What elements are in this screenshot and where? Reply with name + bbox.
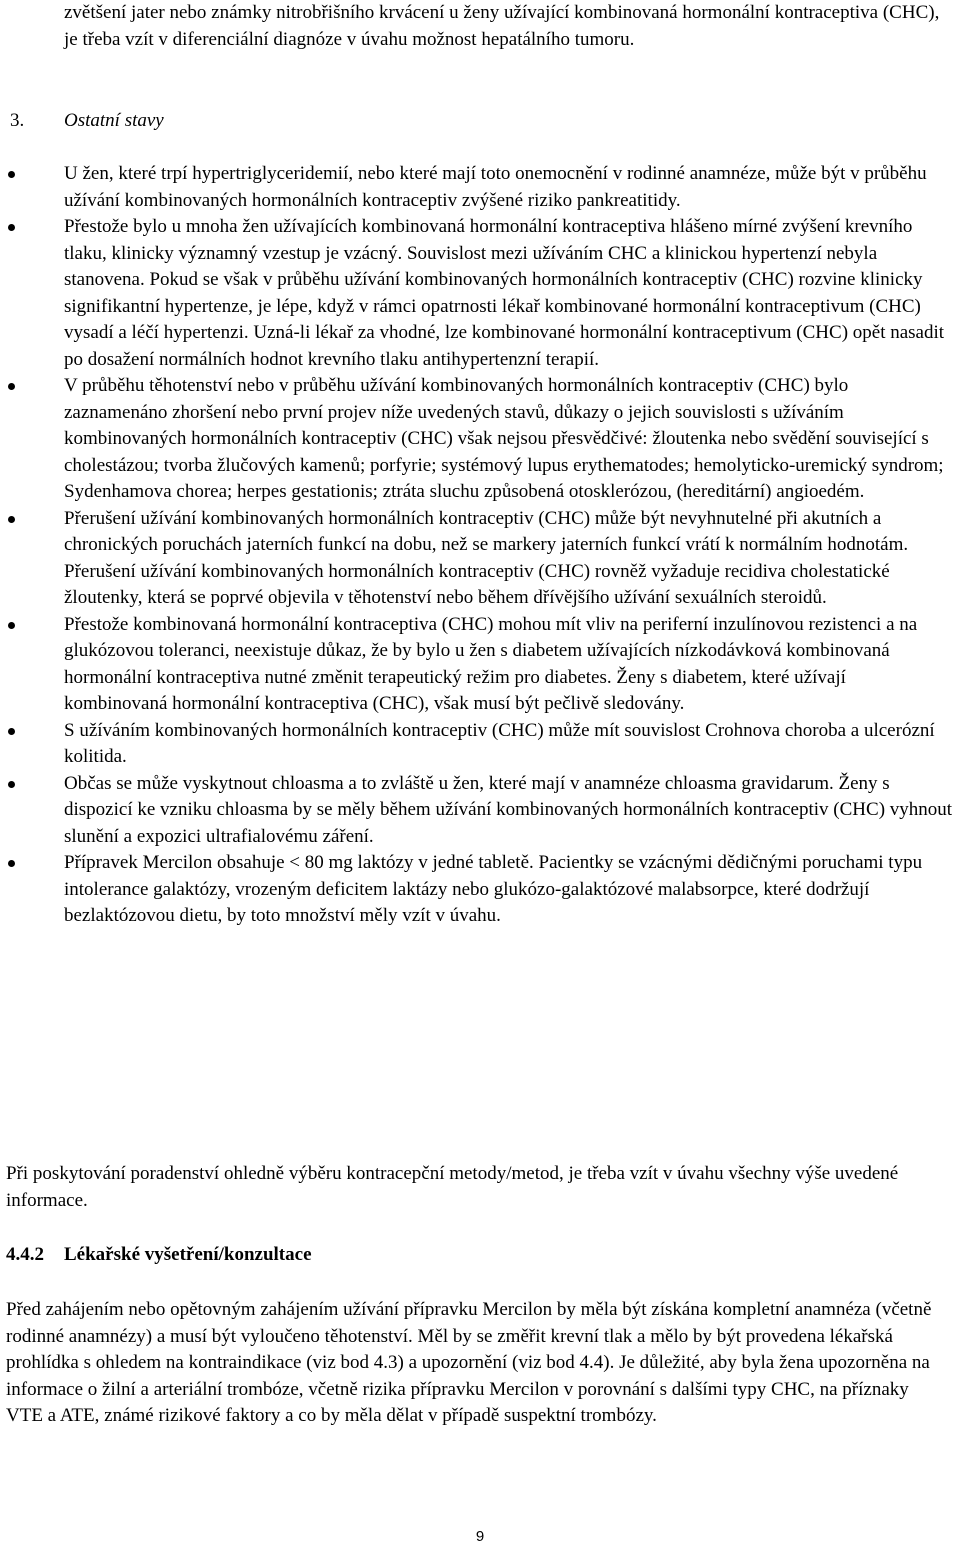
list-item — [0, 214, 960, 373]
subsection-heading — [6, 1242, 312, 1269]
list-item-text: Přestože bylo u mnoha žen užívajících kombinovaná hormonální kontraceptiva hlášeno mírné zvýšení krevního tlaku, klinicky významný vzestup je vzácný. Souvislost mezi užíváním CHC a klinickou hypertenzí nebyla stanovena. Pokud se však v průběhu užívání kombinovaných hormonálních kontraceptiv (CHC) rozvine klinicky signifikantní hypertenze, je lépe, když v rámci opatrnosti lékař kombinované hormonální kontraceptivum (CHC) vysadí a léčí hypertenzi. Uzná-li lékař za vhodné, lze kombinované hormonální kontraceptivum (CHC) opět nasadit po dosažení normálních hodnot krevního tlaku antihypertenzní terapií. — [64, 216, 945, 370]
section-heading — [10, 108, 164, 135]
intro-paragraph: zvětšení jater nebo známky nitrobřišního krvácení u ženy užívající kombinovaná hormonální kontraceptiva (CHC), je třeba vzít v diferenciální diagnóze v úvahu možnost hepatálního tumoru. — [64, 2, 940, 50]
bullet-icon — [8, 224, 15, 231]
bullet-icon — [8, 728, 15, 735]
advice-paragraph: Při poskytování poradenství ohledně výběru kontracepční metody/metod, je třeba vzít v úvahu všechny výše uvedené informace. — [6, 1163, 899, 1211]
section-number: 3. — [10, 110, 25, 131]
bullet-icon — [8, 860, 15, 867]
list-item-text: U žen, které trpí hypertriglyceridemií, nebo které mají toto onemocnění v rodinné anamnéze, může být v průběhu užívání kombinovaných hormonálních kontraceptiv zvýšené riziko pankreatitidy. — [64, 163, 927, 211]
page-number: 9 — [475, 1528, 485, 1545]
list-item — [0, 612, 960, 718]
list-item-text: V průběhu těhotenství nebo v průběhu užívání kombinovaných hormonálních kontraceptiv (CHC) bylo zaznamenáno zhoršení nebo první projev níže uvedených stavů, důkazy o jejich souvislosti s užíváním kombinovaných hormonálních kontraceptiv (CHC) však nejsou přesvědčivé: žloutenka nebo svědění související s cholestázou; tvorba žlučových kamenů; porfyrie; systémový lupus erythematodes; hemolyticko-uremický syndrom; Sydenhamova chorea; herpes gestationis; ztráta sluchu způsobená otosklerózou, (hereditární) angioedém. — [64, 375, 944, 502]
bullet-icon — [8, 383, 15, 390]
list-item-text: Občas se může vyskytnout chloasma a to zvláště u žen, které mají v anamnéze chloasma gravidarum. Ženy s dispozicí ke vzniku chloasma by se měly během užívání kombinovaných hormonálních kontraceptiv (CHC) vyhnout slunění a expozici ultrafialovému záření. — [64, 772, 953, 847]
subsection-title: Lékařské vyšetření/konzultace — [64, 1244, 312, 1265]
exam-paragraph: Před zahájením nebo opětovným zahájením užívání přípravku Mercilon by měla být získána kompletní anamnéza (včetně rodinné anamnézy) a musí být vyloučeno těhotenství. Měl by se změřit krevní tlak a mělo by být provedena lékařská prohlídka s ohledem na kontraindikace (viz bod 4.3) a upozornění (viz bod 4.4). Je důležité, aby byla žena upozorněna na informace o žilní a arteriální trombóze, včetně rizika přípravku Mercilon v porovnání s dalšími typy CHC, na příznaky VTE a ATE, známé rizikové faktory a co by měla dělat v případě suspektní trombózy. — [6, 1299, 932, 1426]
bullet-icon — [8, 622, 15, 629]
list-item-text: Přípravek Mercilon obsahuje < 80 mg laktózy v jedné tabletě. Pacientky se vzácnými dědičnými poruchami typu intolerance galaktózy, vrozeným deficitem laktázy nebo glukózo-galaktózové malabsorpce, které dodržují bezlaktózovou dietu, by toto množství měly vzít v úvahu. — [64, 852, 923, 926]
bullet-list — [0, 161, 960, 930]
bullet-icon — [8, 171, 15, 178]
list-item — [0, 850, 960, 930]
section-title: Ostatní stavy — [64, 110, 164, 131]
list-item — [0, 161, 960, 214]
list-item-text: S užíváním kombinovaných hormonálních kontraceptiv (CHC) může mít souvislost Crohnova choroba a ulcerózní kolitida. — [64, 719, 935, 767]
list-item-text: Přerušení užívání kombinovaných hormonálních kontraceptiv (CHC) může být nevyhnutelné při akutních a chronických poruchách jaterních funkcí na dobu, než se markery jaterních funkcí vrátí k normálním hodnotám. Přerušení užívání kombinovaných hormonálních kontraceptiv (CHC) rovněž vyžaduje recidiva cholestatické žloutenky, která se poprvé objevila v těhotenství nebo během dřívějšího užívání sexuálních steroidů. — [64, 507, 909, 608]
bullet-icon — [8, 516, 15, 523]
bullet-icon — [8, 781, 15, 788]
list-item — [0, 506, 960, 612]
list-item — [0, 771, 960, 851]
list-item — [0, 373, 960, 506]
list-item-text: Přestože kombinovaná hormonální kontraceptiva (CHC) mohou mít vliv na periferní inzulínovou rezistenci a na glukózovou toleranci, neexistuje důkaz, že by bylo u žen s diabetem užívajících nízkodávková kombinovaná hormonální kontraceptiva nutné změnit terapeutický režim pro diabetes. Ženy s diabetem, které užívají kombinovaná hormonální kontraceptiva (CHC), však musí být pečlivě sledovány. — [64, 613, 918, 714]
subsection-number: 4.4.2 — [6, 1244, 44, 1265]
list-item — [0, 718, 960, 771]
